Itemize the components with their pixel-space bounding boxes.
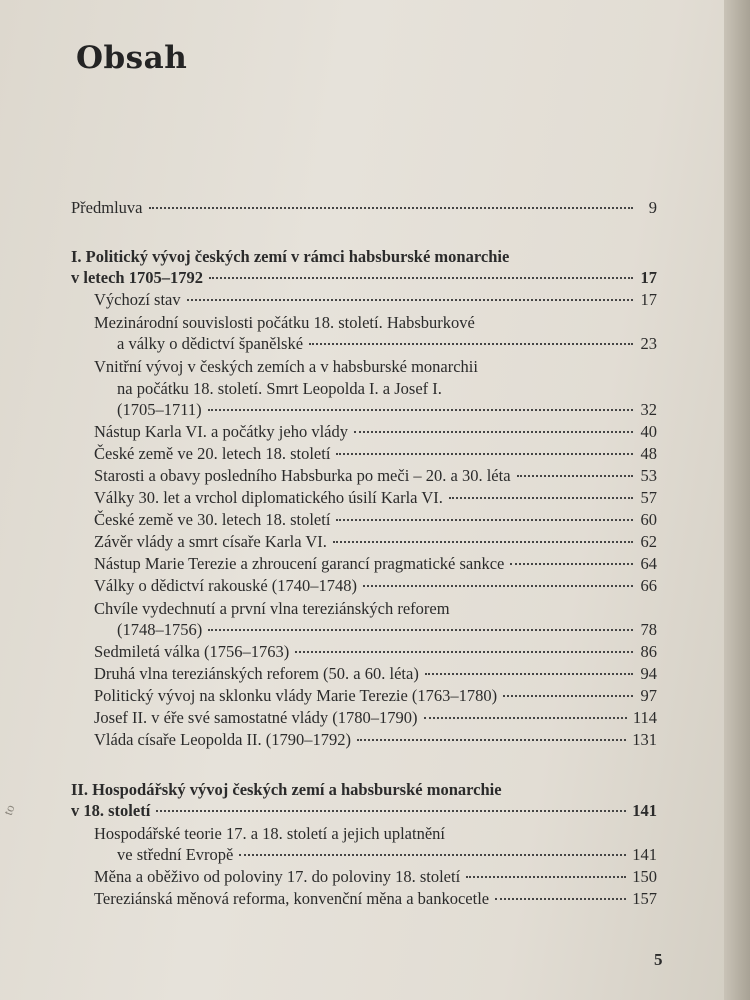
toc-section bbox=[71, 642, 657, 664]
toc-page: 78 bbox=[640, 620, 657, 639]
toc-label: Politický vývoj na sklonku vlády Marie Terezie (1763–1780) bbox=[94, 686, 498, 705]
toc-label: Měna a oběživo od poloviny 17. do poloviny 18. století bbox=[94, 867, 461, 886]
chapter-title-line: v 18. století bbox=[71, 801, 151, 820]
chapter-title-line: I. Politický vývoj českých zemí v rámci habsburské monarchie bbox=[71, 247, 510, 266]
toc-page: 94 bbox=[640, 664, 657, 683]
toc-label: (1748–1756) bbox=[117, 620, 203, 639]
toc-page: 64 bbox=[640, 554, 657, 573]
toc-label: Nástup Marie Terezie a zhroucení garancí pragmatické sankce bbox=[94, 554, 505, 573]
toc-section bbox=[71, 444, 657, 466]
toc-label: Josef II. v éře své samostatné vlády (1780–1790) bbox=[94, 708, 418, 727]
toc-page: 114 bbox=[632, 708, 657, 727]
toc-section bbox=[71, 554, 657, 576]
toc-page: 131 bbox=[632, 730, 657, 749]
toc-entry-preface bbox=[71, 198, 657, 220]
toc-page: 53 bbox=[640, 466, 657, 485]
toc-page: 48 bbox=[640, 444, 657, 463]
toc-section bbox=[71, 686, 657, 708]
toc-page: 86 bbox=[640, 642, 657, 661]
toc-page: 141 bbox=[632, 801, 657, 820]
chapter-heading bbox=[71, 268, 657, 290]
toc-chapter-2 bbox=[71, 779, 657, 911]
toc-leader bbox=[503, 695, 633, 697]
page-title: Obsah bbox=[76, 40, 188, 76]
toc-label: Závěr vlády a smrt císaře Karla VI. bbox=[94, 532, 327, 551]
toc-label: Nástup Karla VI. a počátky jeho vlády bbox=[94, 422, 348, 441]
page-edge bbox=[724, 0, 750, 1000]
toc-chapter-1 bbox=[71, 246, 657, 752]
toc-leader bbox=[449, 497, 633, 499]
toc-label-line: na počátku 18. století. Smrt Leopolda I. a Josef I. bbox=[117, 379, 442, 398]
toc-label: Výchozí stav bbox=[94, 290, 181, 309]
toc-section bbox=[71, 845, 657, 867]
toc-label-line: Vnitřní vývoj v českých zemích a v habsburské monarchii bbox=[94, 357, 478, 376]
toc-leader bbox=[466, 876, 626, 878]
toc-page: 40 bbox=[640, 422, 657, 441]
toc-page: 66 bbox=[640, 576, 657, 595]
toc-section bbox=[71, 730, 657, 752]
toc-section bbox=[71, 510, 657, 532]
toc-label: Sedmiletá válka (1756–1763) bbox=[94, 642, 290, 661]
toc-section bbox=[71, 334, 657, 356]
toc-label: České země ve 20. letech 18. století bbox=[94, 444, 331, 463]
toc-leader bbox=[149, 207, 634, 209]
toc-leader bbox=[424, 717, 627, 719]
toc-page: 17 bbox=[640, 268, 657, 287]
toc-section bbox=[71, 708, 657, 730]
toc-leader bbox=[309, 343, 633, 345]
chapter-title-line: v letech 1705–1792 bbox=[71, 268, 203, 287]
toc-section bbox=[71, 664, 657, 686]
toc-leader bbox=[187, 299, 633, 301]
toc-label: Války 30. let a vrchol diplomatického úsilí Karla VI. bbox=[94, 488, 443, 507]
toc-page: 97 bbox=[640, 686, 657, 705]
toc-leader bbox=[239, 854, 626, 856]
toc-leader bbox=[336, 453, 633, 455]
toc-label-line: Chvíle vydechnutí a první vlna tereziánských reforem bbox=[94, 599, 450, 618]
toc-leader bbox=[333, 541, 633, 543]
toc-leader bbox=[510, 563, 633, 565]
toc-section bbox=[71, 290, 657, 312]
toc-label: Vláda císaře Leopolda II. (1790–1792) bbox=[94, 730, 352, 749]
toc-section bbox=[71, 488, 657, 510]
toc-section bbox=[71, 532, 657, 554]
toc-page: 150 bbox=[632, 867, 657, 886]
toc-section bbox=[71, 620, 657, 642]
toc-leader bbox=[208, 409, 633, 411]
toc-leader bbox=[425, 673, 633, 675]
toc-section bbox=[71, 889, 657, 911]
toc-label-line: Hospodářské teorie 17. a 18. století a jejich uplatnění bbox=[94, 824, 445, 843]
toc-section bbox=[71, 576, 657, 598]
chapter-title-line: II. Hospodářský vývoj českých zemí a habsburské monarchie bbox=[71, 780, 502, 799]
toc-leader bbox=[208, 629, 633, 631]
toc-label: České země ve 30. letech 18. století bbox=[94, 510, 331, 529]
toc-leader bbox=[517, 475, 633, 477]
toc-label-line: Mezinárodní souvislosti počátku 18. století. Habsburkové bbox=[94, 313, 475, 332]
page-number: 5 bbox=[654, 950, 663, 969]
toc-leader bbox=[357, 739, 626, 741]
toc-label: Tereziánská měnová reforma, konvenční měna a bankocetle bbox=[94, 889, 490, 908]
toc-label: Předmluva bbox=[71, 198, 143, 217]
toc-leader bbox=[156, 810, 626, 812]
toc-page: 17 bbox=[640, 290, 657, 309]
table-of-contents bbox=[71, 198, 657, 911]
toc-leader bbox=[295, 651, 633, 653]
toc-section bbox=[71, 867, 657, 889]
toc-leader bbox=[495, 898, 626, 900]
toc-page: 9 bbox=[648, 198, 657, 217]
toc-label: Druhá vlna tereziánských reforem (50. a 60. léta) bbox=[94, 664, 419, 683]
toc-label: a války o dědictví španělské bbox=[117, 334, 304, 353]
toc-label: (1705–1711) bbox=[117, 400, 202, 419]
chapter-heading bbox=[71, 801, 657, 823]
toc-label: Starosti a obavy posledního Habsburka po meči – 20. a 30. léta bbox=[94, 466, 511, 485]
toc-page: 23 bbox=[640, 334, 657, 353]
toc-section bbox=[71, 466, 657, 488]
toc-page: 57 bbox=[640, 488, 657, 507]
toc-label: ve střední Evropě bbox=[117, 845, 234, 864]
toc-label: Války o dědictví rakouské (1740–1748) bbox=[94, 576, 358, 595]
toc-leader bbox=[336, 519, 633, 521]
toc-leader bbox=[354, 431, 633, 433]
toc-leader bbox=[363, 585, 633, 587]
toc-page: 157 bbox=[632, 889, 657, 908]
toc-page: 62 bbox=[640, 532, 657, 551]
toc-page: 32 bbox=[640, 400, 657, 419]
bleed-through-text: to bbox=[0, 802, 18, 818]
toc-page: 60 bbox=[640, 510, 657, 529]
toc-page: 141 bbox=[632, 845, 657, 864]
toc-section bbox=[71, 400, 657, 422]
toc-section bbox=[71, 422, 657, 444]
toc-leader bbox=[209, 277, 633, 279]
